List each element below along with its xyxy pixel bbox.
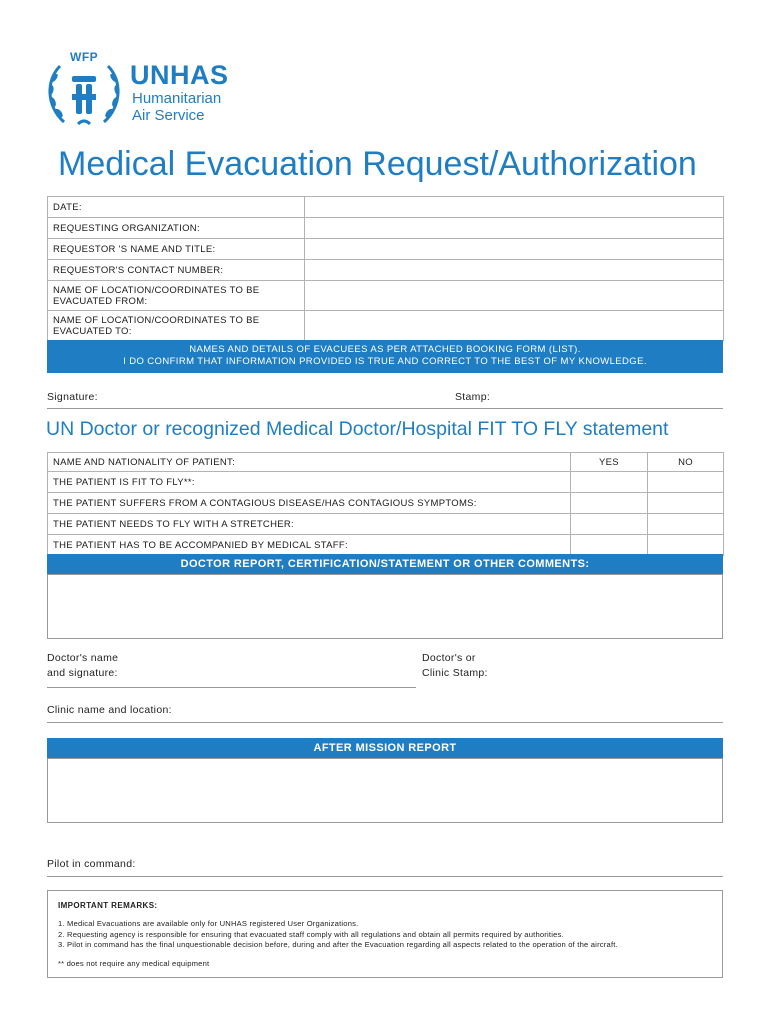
important-remarks-box <box>47 890 723 978</box>
requestor-contact-label: REQUESTOR'S CONTACT NUMBER: <box>48 260 305 281</box>
doctor-report-header: DOCTOR REPORT, CERTIFICATION/STATEMENT OR OTHER COMMENTS: <box>47 554 723 574</box>
fit-to-fly-title: UN Doctor or recognized Medical Doctor/Hospital FIT TO FLY statement <box>46 418 669 440</box>
doctor-report-textarea[interactable] <box>47 574 723 639</box>
table-row <box>48 239 724 260</box>
request-table <box>47 196 724 341</box>
remark-item: 2. Requesting agency is responsible for ensuring that evacuated staff comply with all regulations and obtain all permits required by authorities. <box>58 929 564 939</box>
medical-staff-no-cell[interactable] <box>648 535 724 556</box>
contagious-label: THE PATIENT SUFFERS FROM A CONTAGIOUS DISEASE/HAS CONTAGIOUS SYMPTOMS: <box>48 493 571 514</box>
doctor-name-label: Doctor's name and signature: <box>47 652 119 679</box>
contagious-no-cell[interactable] <box>648 493 724 514</box>
date-label: DATE: <box>48 197 305 218</box>
doctor-stamp-label: Doctor's or Clinic Stamp: <box>422 652 488 679</box>
requesting-organization-field[interactable] <box>305 218 724 239</box>
remarks-title: IMPORTANT REMARKS: <box>58 901 158 910</box>
table-row <box>48 493 724 514</box>
patient-name-label: NAME AND NATIONALITY OF PATIENT: <box>48 453 571 472</box>
evacuated-to-field[interactable] <box>305 311 724 341</box>
evacuated-from-label: NAME OF LOCATION/COORDINATES TO BE EVACUATED FROM: <box>48 281 305 311</box>
clinic-name-line[interactable] <box>47 722 723 723</box>
date-field[interactable] <box>305 197 724 218</box>
after-mission-report-header: AFTER MISSION REPORT <box>47 738 723 758</box>
evacuated-to-label: NAME OF LOCATION/COORDINATES TO BE EVACUATED TO: <box>48 311 305 341</box>
table-row <box>48 311 724 341</box>
page-title: Medical Evacuation Request/Authorization <box>58 145 697 183</box>
after-mission-report-textarea[interactable] <box>47 758 723 823</box>
unhas-logo-text: UNHAS <box>130 60 229 90</box>
requestor-name-field[interactable] <box>305 239 724 260</box>
table-row <box>48 197 724 218</box>
stretcher-yes-cell[interactable] <box>571 514 648 535</box>
clinic-name-label: Clinic name and location: <box>47 704 172 716</box>
requestor-name-label: REQUESTOR 'S NAME AND TITLE: <box>48 239 305 260</box>
logo-subtitle: Humanitarian Air Service <box>132 90 222 124</box>
remark-item: 3. Pilot in command has the final unquestionable decision before, during and after the Evacuation regarding all aspects related to the operation of the aircraft. <box>58 940 618 949</box>
table-row <box>48 218 724 239</box>
signature-line[interactable] <box>47 408 723 409</box>
stretcher-label: THE PATIENT NEEDS TO FLY WITH A STRETCHER: <box>48 514 571 535</box>
doctor-signature-line[interactable] <box>47 687 416 688</box>
remarks-footnote: ** does not require any medical equipment <box>58 958 210 968</box>
pilot-label: Pilot in command: <box>47 858 136 870</box>
medical-staff-label: THE PATIENT HAS TO BE ACCOMPANIED BY MEDICAL STAFF: <box>48 535 571 556</box>
fit-to-fly-table <box>47 452 724 556</box>
wfp-logo-text: WFP <box>70 50 99 64</box>
stamp-label: Stamp: <box>455 391 491 403</box>
requesting-organization-label: REQUESTING ORGANIZATION: <box>48 218 305 239</box>
contagious-yes-cell[interactable] <box>571 493 648 514</box>
table-row <box>48 260 724 281</box>
yes-column-header: YES <box>571 453 648 472</box>
fit-to-fly-no-cell[interactable] <box>648 472 724 493</box>
signature-label: Signature: <box>47 391 98 403</box>
table-row <box>48 535 724 556</box>
pilot-signature-line[interactable] <box>47 876 723 877</box>
fit-to-fly-label: THE PATIENT IS FIT TO FLY**: <box>48 472 571 493</box>
evacuated-from-field[interactable] <box>305 281 724 311</box>
table-row <box>48 472 724 493</box>
table-row <box>48 514 724 535</box>
fit-to-fly-yes-cell[interactable] <box>571 472 648 493</box>
no-column-header: NO <box>648 453 724 472</box>
table-row <box>48 281 724 311</box>
stretcher-no-cell[interactable] <box>648 514 724 535</box>
evacuees-confirmation-notice: NAMES AND DETAILS OF EVACUEES AS PER ATTACHED BOOKING FORM (LIST). I DO CONFIRM THAT INFORMATION PROVIDED IS TRUE AND CORRECT TO THE BEST OF MY KNOWLEDGE. <box>47 340 723 373</box>
remark-item: 1. Medical Evacuations are available only for UNHAS registered User Organizations. <box>58 919 359 928</box>
requestor-contact-field[interactable] <box>305 260 724 281</box>
medical-staff-yes-cell[interactable] <box>571 535 648 556</box>
table-row <box>48 453 724 472</box>
